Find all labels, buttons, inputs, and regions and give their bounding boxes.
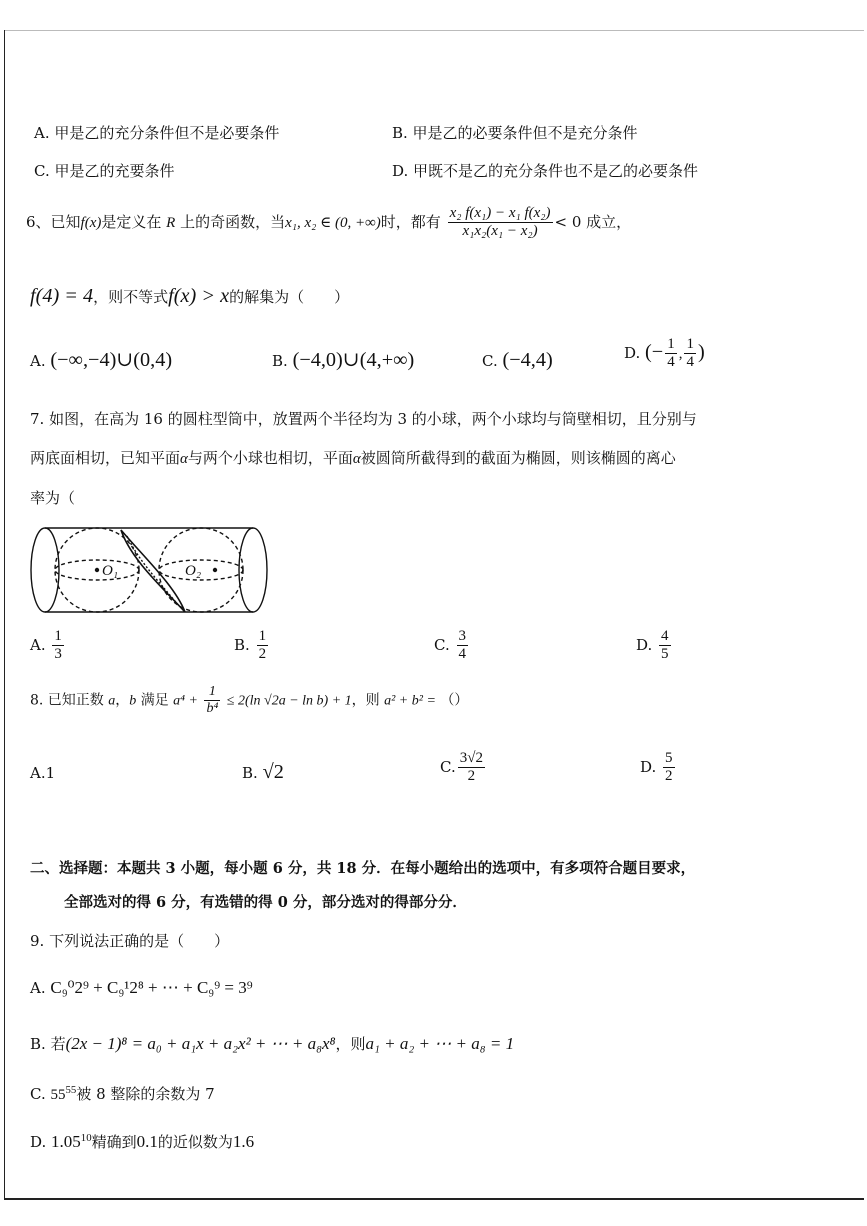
- q7-option-a-label: A.: [30, 635, 46, 654]
- q9-option-d-exp: 10: [80, 1132, 92, 1144]
- q9-option-c: [30, 1084, 215, 1104]
- q6-stem-line2: [30, 284, 349, 308]
- q8-option-d-label: D.: [640, 757, 657, 776]
- q6-mid3: 时，都有: [380, 212, 441, 231]
- q6-frac-num: x₂ f(x₁) − x₁ f(x₂): [448, 205, 553, 223]
- q8-frac-den: b⁴: [206, 701, 219, 717]
- q6-fx: f(x): [80, 214, 102, 231]
- q9-option-d-num: 0.1: [136, 1132, 158, 1151]
- q8-option-d: [640, 750, 677, 786]
- q8-prefix: 8. 已知正数: [30, 692, 104, 709]
- q7-line2-c: 被圆筒所截得到的截面为椭圆，则该椭圆的离心: [360, 449, 676, 467]
- q5-option-a: A. 甲是乙的充分条件但不是必要条件: [34, 124, 280, 142]
- q6-inequality: f(x) > x: [168, 285, 230, 307]
- q9-option-b-label: B.: [30, 1035, 46, 1053]
- section2-line2: 全部选对的得 6 分，有选错的得 0 分，部分选对的得部分分．: [64, 894, 467, 911]
- q6-option-b-label: B.: [272, 352, 288, 370]
- q7-line2-b: 与两个小球也相切，平面: [187, 449, 353, 467]
- q8-var-a: a: [108, 693, 116, 709]
- q6-prefix: 6、已知: [26, 212, 81, 231]
- q8-comma: ，: [115, 692, 130, 709]
- page-bottom-border: [4, 1198, 864, 1200]
- q6-option-b-value: (−4,0)∪(4,+∞): [292, 349, 415, 371]
- q7-option-b-label: B.: [234, 635, 250, 654]
- cylinder-left-end: [31, 528, 59, 612]
- plane-alpha-ellipse: [121, 530, 185, 612]
- q6-option-a-label: A.: [30, 352, 46, 370]
- q8-c-num: 3√2: [458, 750, 485, 768]
- q7-option-a: [30, 628, 66, 664]
- q9-stem: 9. 下列说法正确的是（ ）: [30, 932, 230, 950]
- q8-option-a: A.1: [30, 764, 56, 782]
- q9-option-a-label: A.: [30, 979, 46, 997]
- q6-domain-R: R: [166, 214, 176, 231]
- q9-option-d: [30, 1132, 254, 1152]
- q7-option-a-frac: [52, 628, 64, 664]
- q6-line2-text: ，则不等式: [93, 288, 169, 306]
- q6-option-d-close: ): [697, 340, 705, 363]
- q6-option-d-comma: ,: [678, 345, 683, 362]
- q7-alpha-2: α: [352, 451, 361, 467]
- q6-option-a-value: (−∞,−4)∪(0,4): [50, 349, 173, 371]
- cylinder-diagram: [25, 520, 275, 620]
- q6-option-d-frac1: [665, 336, 677, 372]
- q8-d-den: 2: [665, 768, 673, 785]
- q8-expr3: a² + b² =: [384, 693, 436, 709]
- q6-mid1: 是定义在: [101, 212, 162, 231]
- q8-then: ，则: [351, 692, 380, 709]
- section2-line1: 二、选择题：本题共 3 小题，每小题 6 分，共 18 分．在每小题给出的选项中，有多项符合题目要求，: [30, 860, 696, 877]
- q9-option-d-val: 1.6: [232, 1132, 255, 1151]
- q8-option-b-value: √2: [262, 761, 284, 783]
- q8-var-b: b: [129, 693, 137, 709]
- q6-frac-den: x₁x₂(x₁ − x₂): [462, 223, 538, 240]
- page-left-border: [4, 30, 5, 1200]
- q7-option-c: [434, 628, 470, 664]
- q9-option-d-base: 1.05: [51, 1132, 81, 1151]
- q7-d-num: 4: [659, 628, 671, 646]
- q9-option-a-value: C₉⁰2⁹ + C₉¹2⁸ + ⋯ + C₉⁹ = 3⁹: [50, 978, 253, 997]
- q7-option-b-frac: [257, 628, 269, 664]
- q9-option-b: [30, 1034, 514, 1054]
- q6-option-c-value: (−4,4): [502, 349, 553, 371]
- q7-c-den: 4: [458, 646, 466, 663]
- q9-option-d-text: 精确到: [91, 1133, 137, 1151]
- q9-option-d-label: D.: [30, 1133, 47, 1151]
- q6-option-b: [272, 348, 414, 372]
- q7-stem-line3: 率为（: [30, 489, 76, 507]
- q7-option-c-label: C.: [434, 635, 450, 654]
- q6-option-d-frac2: [684, 336, 696, 372]
- q6-d-frac2-den: 4: [686, 354, 694, 371]
- q6-mid2: 上的奇函数，当: [180, 212, 286, 231]
- q9-option-c-base: 55: [50, 1087, 66, 1103]
- q7-option-b: [234, 628, 270, 664]
- page-top-border: [4, 30, 864, 31]
- center-o2-dot: [213, 568, 217, 572]
- q8-expr1: a⁴ +: [173, 693, 198, 709]
- label-o1: O₁: [102, 563, 119, 579]
- q7-a-num: 1: [52, 628, 64, 646]
- q8-option-c-label: C.: [440, 757, 456, 776]
- q9-option-b-ruo: 若: [50, 1035, 66, 1053]
- q8-expr2: ≤ 2(ln √2a − ln b) + 1: [226, 693, 352, 709]
- q8-option-c: [440, 750, 487, 786]
- q5-option-d: D. 甲既不是乙的充分条件也不是乙的必要条件: [392, 162, 699, 180]
- q6-stem-line1: [26, 205, 631, 241]
- q8-c-den: 2: [467, 768, 476, 785]
- q8-frac-num: 1: [204, 684, 220, 701]
- q8-mid: 满足: [140, 692, 169, 709]
- q7-option-d: [636, 628, 673, 664]
- q7-d-den: 5: [661, 646, 669, 663]
- q7-b-num: 1: [257, 628, 269, 646]
- q9-option-b-expr2: a₁ + a₂ + ⋯ + a₈ = 1: [365, 1034, 515, 1053]
- q6-given: f(4) = 4: [30, 285, 94, 307]
- q9-option-c-exp: 55: [65, 1084, 77, 1096]
- q7-option-c-frac: [457, 628, 469, 664]
- q7-a-den: 3: [54, 646, 62, 663]
- q6-condition: x₁, x₂ ∈ (0, +∞): [285, 214, 381, 231]
- q5-option-c: C. 甲是乙的充要条件: [34, 162, 175, 180]
- q8-d-num: 5: [663, 750, 675, 768]
- q7-option-d-frac: [659, 628, 671, 664]
- q5-option-b: B. 甲是乙的必要条件但不是充分条件: [392, 124, 638, 142]
- q6-tail: < 0 成立，: [554, 212, 632, 231]
- q8-option-b: [242, 760, 284, 784]
- q8-option-d-frac: [663, 750, 675, 786]
- q6-option-c-label: C.: [482, 352, 498, 370]
- q6-option-a: [30, 348, 172, 372]
- q6-d-frac2-num: 1: [684, 336, 696, 354]
- q8-option-b-label: B.: [242, 764, 258, 782]
- q6-line2-tail: 的解集为（ ）: [229, 288, 350, 306]
- q6-fraction: [448, 205, 553, 241]
- q7-option-d-label: D.: [636, 635, 653, 654]
- q9-option-c-text: 被 8 整除的余数为 7: [76, 1085, 215, 1103]
- q7-alpha-1: α: [180, 451, 188, 467]
- q6-option-d-label: D.: [624, 343, 641, 362]
- q9-option-d-text2: 的近似数为: [157, 1133, 233, 1151]
- q9-option-b-then: ，则: [335, 1035, 366, 1053]
- q6-option-c: [482, 348, 553, 372]
- q9-option-c-label: C.: [30, 1085, 46, 1103]
- q7-b-den: 2: [258, 646, 267, 663]
- q6-option-d: [624, 336, 705, 372]
- q6-d-frac1-num: 1: [665, 336, 677, 354]
- q9-option-a: [30, 978, 253, 998]
- q6-d-frac1-den: 4: [667, 354, 675, 371]
- center-o1-dot: [95, 568, 99, 572]
- q7-stem-line2: [30, 449, 676, 468]
- q8-stem: [30, 684, 468, 717]
- q7-line2-a: 两底面相切，已知平面: [30, 449, 181, 467]
- q8-frac: [204, 684, 220, 717]
- q9-option-b-expr: (2x − 1)⁸ = a₀ + a₁x + a₂x² + ⋯ + a₈x⁸: [65, 1034, 336, 1053]
- q6-option-d-open: (−: [645, 340, 664, 363]
- q8-blank: （）: [440, 692, 469, 709]
- q8-option-c-frac: [458, 750, 485, 786]
- q7-stem-line1: 7. 如图，在高为 16 的圆柱型筒中，放置两个半径均为 3 的小球，两个小球均与筒壁相切，且分别与: [30, 410, 697, 428]
- q7-c-num: 3: [457, 628, 469, 646]
- label-o2: O₂: [185, 563, 202, 579]
